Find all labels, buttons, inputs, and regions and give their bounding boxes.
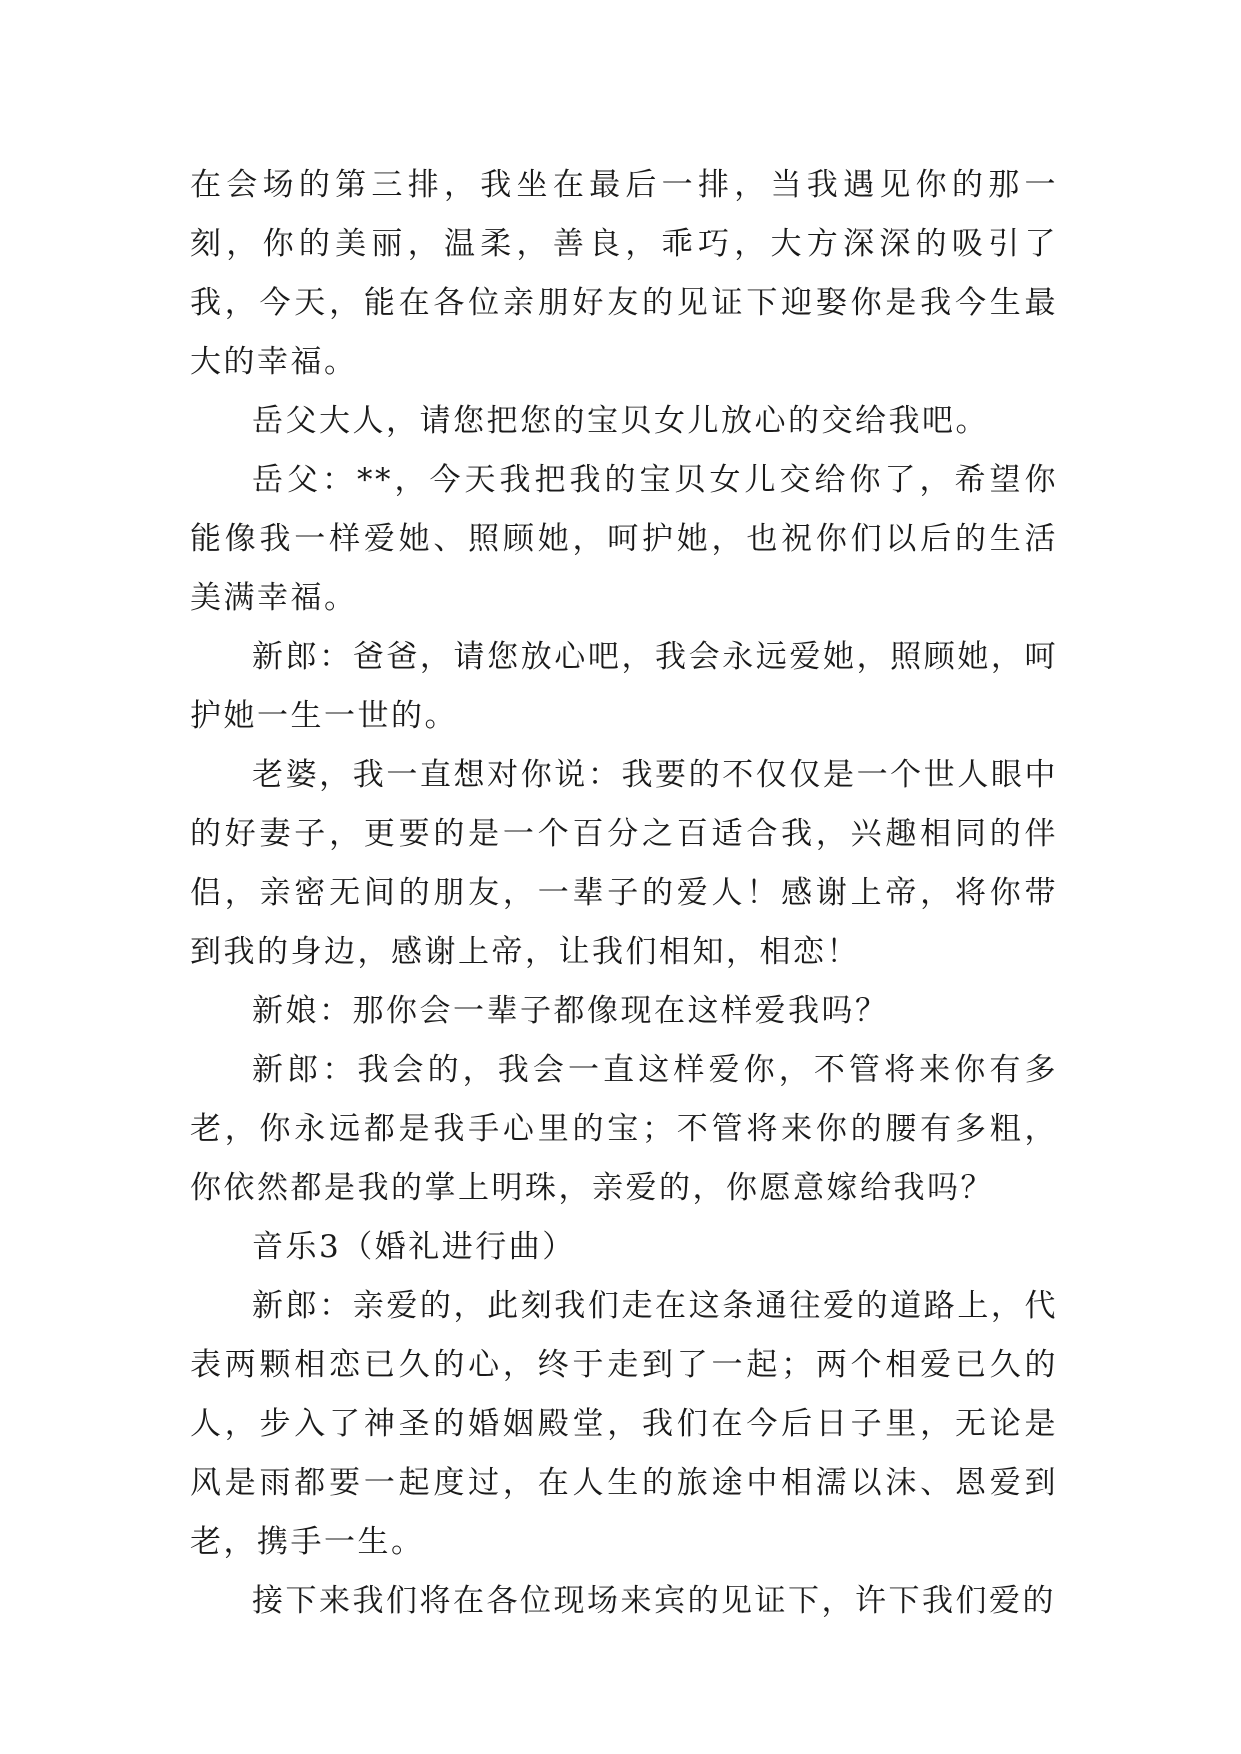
paragraph-continued: 在会场的第三排，我坐在最后一排，当我遇见你的那一刻，你的美丽，温柔，善良，乖巧，大方深深的吸引了我，今天，能在各位亲朋好友的见证下迎娶你是我今生最大的幸福。 [190,167,1058,380]
paragraph-music-cue: 音乐3（婚礼进行曲） [252,1229,576,1265]
paragraph-bride: 新娘：那你会一辈子都像现在这样爱我吗？ [252,993,889,1029]
paragraph: 岳父大人，请您把您的宝贝女儿放心的交给我吧。 [252,403,989,439]
paragraph-groom: 新郎：我会的，我会一直这样爱你，不管将来你有多老，你永远都是我手心里的宝；不管将来你的腰有多粗，你依然都是我的掌上明珠，亲爱的，你愿意嫁给我吗？ [190,1052,1058,1206]
paragraph: 接下来我们将在各位现场来宾的见证下，许下我们爱的 [252,1583,1056,1619]
paragraph-father-in-law: 岳父：**，今天我把我的宝贝女儿交给你了，希望你能像我一样爱她、照顾她，呵护她，也祝你们以后的生活美满幸福。 [190,462,1058,616]
paragraph-groom: 新郎：亲爱的，此刻我们走在这条通往爱的道路上，代表两颗相恋已久的心，终于走到了一起；两个相爱已久的人，步入了神圣的婚姻殿堂，我们在今后日子里，无论是风是雨都要一起度过，在人生的旅途中相濡以沫、恩爱到老，携手一生。 [190,1288,1058,1560]
paragraph-groom: 新郎：爸爸，请您放心吧，我会永远爱她，照顾她，呵护她一生一世的。 [190,639,1058,734]
paragraph: 老婆，我一直想对你说：我要的不仅仅是一个世人眼中的好妻子，更要的是一个百分之百适合我，兴趣相同的伴侣，亲密无间的朋友，一辈子的爱人！感谢上帝，将你带到我的身边，感谢上帝，让我们相知，相恋！ [190,757,1058,970]
document-page [190,156,1058,1631]
